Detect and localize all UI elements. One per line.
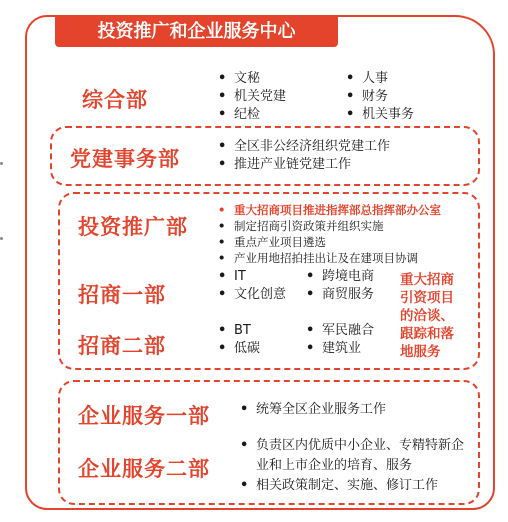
list-item: • 推进产业链党建工作	[218, 156, 390, 174]
zhaoshang1-list-1	[218, 268, 286, 304]
note-line: 引资项目	[400, 290, 454, 306]
dept-qiye1: 企业服务一部	[78, 404, 210, 428]
qiye2-list	[240, 436, 472, 496]
qiye1-list	[240, 401, 386, 419]
dept-zhaoshang2: 招商二部	[78, 334, 166, 358]
list-item: • 商贸服务	[306, 286, 374, 304]
touzi-list	[218, 202, 441, 266]
list-item: • IT	[218, 268, 286, 286]
list-item: • 文秘	[218, 70, 286, 88]
dept-zonghe: 综合部	[82, 88, 148, 112]
zonghe-list-2	[346, 70, 414, 124]
edge-mark	[0, 162, 3, 165]
list-item: • 建筑业	[306, 340, 374, 358]
list-item: • 纪检	[218, 106, 286, 124]
dangjian-list	[218, 138, 390, 174]
list-item: • 财务	[346, 88, 414, 106]
list-item: • 全区非公经济组织党建工作	[218, 138, 390, 156]
note-line: 的洽谈、	[400, 308, 454, 324]
list-item: • 机关事务	[346, 106, 414, 124]
list-item: • 文化创意	[218, 286, 286, 304]
list-item: • 产业用地招拍挂出让及在建项目协调	[218, 250, 441, 266]
list-item: • 负责区内优质中小企业、专精特新企业和上市企业的培育、服务	[240, 436, 472, 476]
note-line: 跟踪和落	[400, 326, 454, 342]
list-item-highlight: • 重大招商项目推进指挥部总指挥部办公室	[218, 202, 441, 218]
note-line: 重大招商	[400, 272, 454, 288]
list-item: • 军民融合	[306, 322, 374, 340]
dept-touzi: 投资推广部	[78, 215, 188, 239]
list-item: • 机关党建	[218, 88, 286, 106]
zhaoshang2-list-2	[306, 322, 374, 358]
list-item: • BT	[218, 322, 260, 340]
note-line: 地服务	[400, 344, 441, 360]
list-item: • 人事	[346, 70, 414, 88]
zhaoshang-note	[400, 271, 454, 361]
list-item: • 制定招商引资政策并组织实施	[218, 218, 441, 234]
zonghe-list-1	[218, 70, 286, 124]
zhaoshang2-list-1	[218, 322, 260, 358]
dept-dangjian: 党建事务部	[70, 147, 180, 171]
dept-zhaoshang1: 招商一部	[78, 283, 166, 307]
dept-qiye2: 企业服务二部	[78, 457, 210, 481]
list-item: • 跨境电商	[306, 268, 374, 286]
zhaoshang1-list-2	[306, 268, 374, 304]
list-item: • 低碳	[218, 340, 260, 358]
edge-mark	[0, 237, 3, 240]
list-item: • 相关政策制定、实施、修订工作	[240, 476, 472, 496]
page-title: 投资推广和企业服务中心	[55, 16, 338, 47]
list-item: • 统筹全区企业服务工作	[240, 401, 386, 419]
list-item: • 重点产业项目遴选	[218, 234, 441, 250]
